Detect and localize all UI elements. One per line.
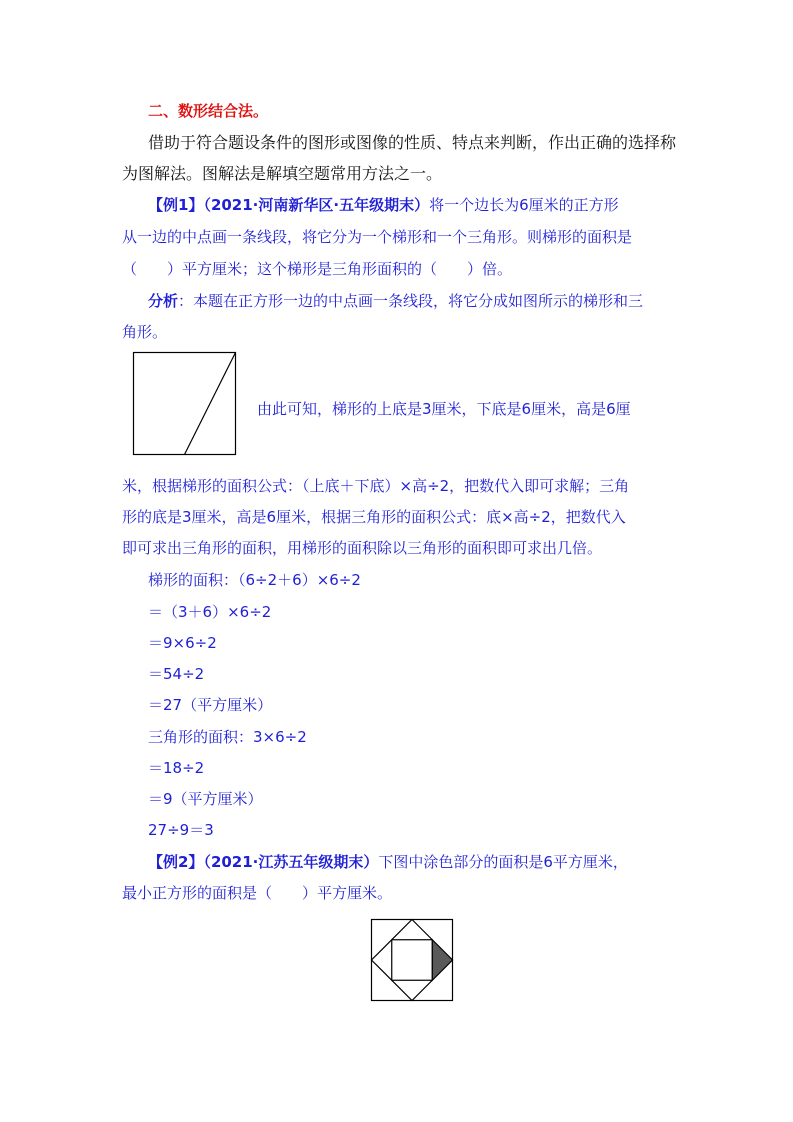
calc-line: ＝9（平方厘米） bbox=[148, 790, 263, 808]
shaded-triangle bbox=[432, 940, 452, 981]
analysis-text: ：本题在正方形一边的中点画一条线段，将它分成如图所示的梯形和三 bbox=[178, 292, 644, 310]
dividing-segment bbox=[185, 353, 236, 455]
section-title: 二、数形结合法。 bbox=[148, 102, 269, 120]
analysis-line-2: 角形。 bbox=[122, 323, 168, 341]
intro-line-1: 借助于符合题设条件的图形或图像的性质、特点来判断，作出正确的选择称 bbox=[148, 133, 677, 152]
example1-line-3: （ ）平方厘米；这个梯形是三角形面积的（ ）倍。 bbox=[122, 260, 513, 278]
example2-line1-rest: 下图中涂色部分的面积是6平方厘米， bbox=[378, 853, 628, 871]
example1-heading bbox=[148, 195, 619, 215]
figure-caption: 由此可知，梯形的上底是3厘米，下底是6厘米，高是6厘 bbox=[257, 400, 631, 418]
example1-line1-rest: 将一个边长为6厘米的正方形 bbox=[429, 196, 619, 214]
example2-label: 【例2】 bbox=[148, 853, 204, 871]
explain-line-1: 米，根据梯形的面积公式：（上底＋下底）×高÷2，把数代入即可求解；三角 bbox=[122, 477, 630, 495]
calc-line: ＝54÷2 bbox=[148, 665, 205, 683]
explain-line-3: 即可求出三角形的面积，用梯形的面积除以三角形的面积即可求出几倍。 bbox=[122, 539, 603, 557]
inner-square bbox=[392, 940, 433, 981]
analysis-label: 分析 bbox=[148, 292, 179, 310]
example2-heading bbox=[148, 852, 628, 872]
example1-label: 【例1】 bbox=[148, 196, 204, 214]
calc-line: 梯形的面积：（6÷2＋6）×6÷2 bbox=[148, 571, 361, 589]
calc-line: 三角形的面积：3×6÷2 bbox=[148, 728, 307, 746]
analysis-line-1 bbox=[148, 291, 643, 311]
calc-line: 27÷9＝3 bbox=[148, 821, 214, 839]
square-trapezoid-figure bbox=[132, 351, 238, 457]
calc-line: ＝（3＋6）×6÷2 bbox=[148, 603, 272, 621]
calc-line: ＝27（平方厘米） bbox=[148, 696, 273, 714]
explain-line-2: 形的底是3厘米，高是6厘米，根据三角形的面积公式：底×高÷2，把数代入 bbox=[122, 508, 626, 526]
example2-line-2: 最小正方形的面积是（ ）平方厘米。 bbox=[122, 884, 393, 902]
square-outline bbox=[134, 353, 236, 455]
intro-line-2: 为图解法。图解法是解填空题常用方法之一。 bbox=[122, 164, 443, 183]
calc-line: ＝18÷2 bbox=[148, 759, 205, 777]
example1-source: （2021·河南新华区·五年级期末） bbox=[203, 196, 430, 214]
example1-line-2: 从一边的中点画一条线段，将它分为一个梯形和一个三角形。则梯形的面积是 bbox=[122, 228, 633, 246]
nested-squares-figure bbox=[370, 918, 454, 1002]
example2-source: （2021·江苏五年级期末） bbox=[203, 853, 379, 871]
calc-line: ＝9×6÷2 bbox=[148, 634, 217, 652]
